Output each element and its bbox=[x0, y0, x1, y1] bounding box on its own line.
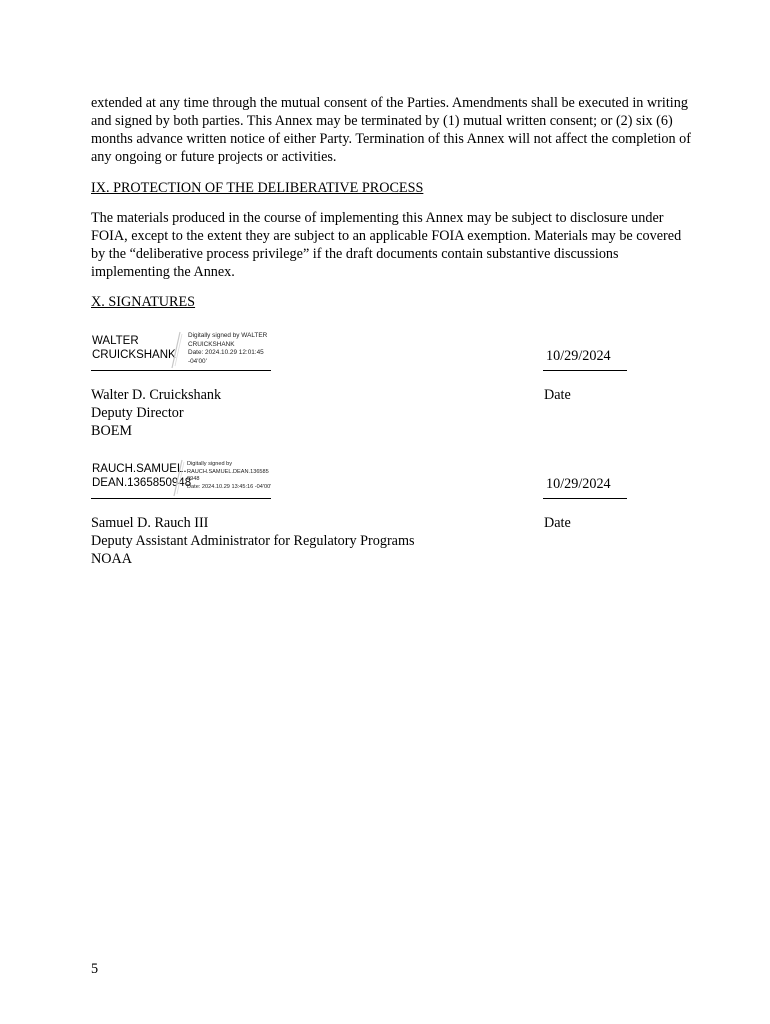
signature-stamp-mark bbox=[171, 458, 185, 498]
date-label: Date bbox=[544, 515, 571, 531]
digital-signature-walter-cruickshank bbox=[91, 330, 291, 370]
signer-title: Deputy Director bbox=[91, 405, 184, 421]
section-heading-deliberative-process: IX. PROTECTION OF THE DELIBERATIVE PROCESS bbox=[91, 180, 424, 196]
page-number: 5 bbox=[91, 961, 99, 977]
digital-signature-meta: Digitally signed by WALTER CRUICKSHANK Date: 2024.10.29 12:01:45 -04'00' bbox=[188, 332, 268, 365]
date-line bbox=[543, 370, 627, 371]
signer-name: Samuel D. Rauch III bbox=[91, 515, 209, 531]
signer-display-name: RAUCH.SAMUEL. DEAN.1365850948 bbox=[92, 463, 192, 489]
date-label: Date bbox=[544, 387, 571, 403]
digital-signature-meta: Digitally signed by RAUCH.SAMUEL.DEAN.136585 0948 Date: 2024.10.29 13:45:16 -04'00' bbox=[187, 461, 272, 490]
signature-date: 10/29/2024 bbox=[546, 348, 611, 364]
paragraph-amendments: extended at any time through the mutual consent of the Parties. Amendments shall be executed in writing and signed by both parties. This Annex may be terminated by (1) mutual written consent; or (2) six (6) months advance written notice of either Party. Termination of this Annex will not affect the completion of any ongoing or future projects or activities. bbox=[91, 95, 691, 165]
signature-stamp-mark bbox=[169, 330, 183, 370]
paragraph-deliberative-process: The materials produced in the course of implementing this Annex may be subject to disclosure under FOIA, except to the extent they are subject to an applicable FOIA exemption. Materials may be covered by the “deliberative process privilege” if the draft documents contain substantive discussions implementing the Annex. bbox=[91, 210, 682, 280]
signature-date: 10/29/2024 bbox=[546, 476, 611, 492]
section-heading-signatures: X. SIGNATURES bbox=[91, 294, 196, 310]
signer-organization: BOEM bbox=[91, 423, 132, 439]
signer-display-name: WALTER CRUICKSHANK bbox=[92, 335, 176, 361]
signer-organization: NOAA bbox=[91, 551, 132, 567]
signer-title: Deputy Assistant Administrator for Regulatory Programs bbox=[91, 533, 415, 549]
date-line bbox=[543, 498, 627, 499]
signature-line bbox=[91, 498, 271, 499]
signature-line bbox=[91, 370, 271, 371]
signer-name: Walter D. Cruickshank bbox=[91, 387, 222, 403]
digital-signature-samuel-rauch bbox=[91, 458, 291, 498]
